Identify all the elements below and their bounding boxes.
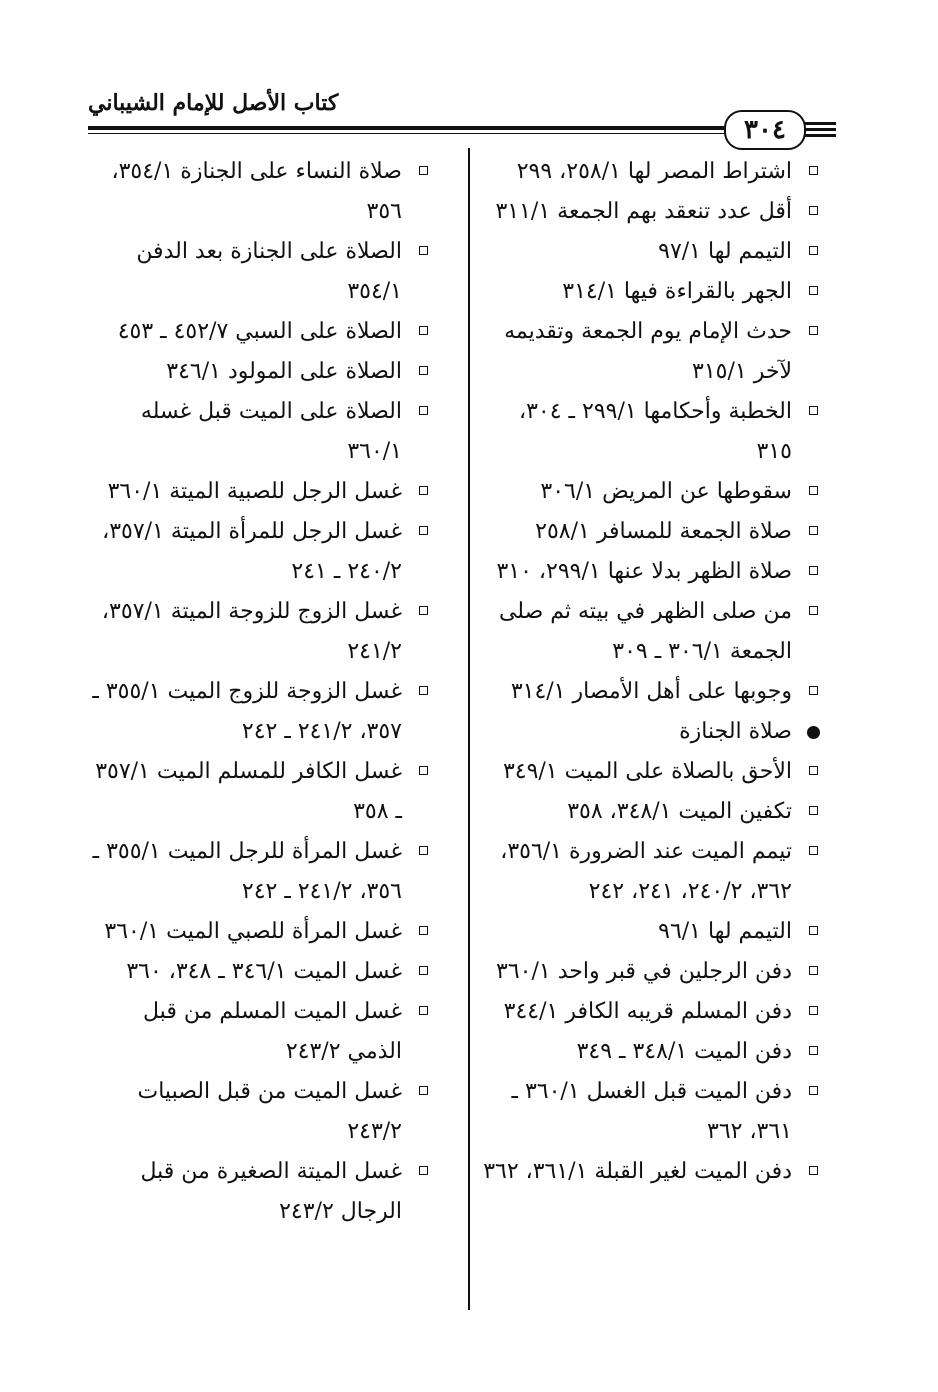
index-entry xyxy=(90,152,430,232)
index-entry xyxy=(480,192,820,232)
entry-text: الصلاة على الميت قبل غسله ٣٦٠/١ xyxy=(140,399,402,464)
index-entry xyxy=(90,912,430,952)
checkbox-square-icon xyxy=(419,1166,428,1175)
entry-text: غسل الميتة الصغيرة من قبل الرجال ٢٤٣/٢ xyxy=(140,1159,402,1224)
checkbox-square-icon xyxy=(419,846,428,855)
checkbox-square-icon xyxy=(419,326,428,335)
entry-text: التيمم لها ٩٧/١ xyxy=(658,239,792,264)
entry-text: غسل المرأة للصبي الميت ٣٦٠/١ xyxy=(104,919,402,944)
column-divider xyxy=(468,148,470,1310)
checkbox-square-icon xyxy=(419,406,428,415)
entry-text: التيمم لها ٩٦/١ xyxy=(658,919,792,944)
bullet-icon xyxy=(807,726,820,739)
header-rule-thin xyxy=(88,133,728,134)
entry-text: دفن الميت قبل الغسل ٣٦٠/١ ـ ٣٦١، ٣٦٢ xyxy=(511,1079,792,1144)
checkbox-square-icon xyxy=(809,1046,818,1055)
entry-text: الخطبة وأحكامها ٢٩٩/١ ـ ٣٠٤، ٣١٥ xyxy=(519,399,792,464)
index-entry xyxy=(90,352,430,392)
entry-text: الصلاة على الجنازة بعد الدفن ٣٥٤/١ xyxy=(136,239,402,304)
entry-text: غسل الرجل للصبية الميتة ٣٦٠/١ xyxy=(107,479,402,504)
entry-text: دفن المسلم قريبه الكافر ٣٤٤/١ xyxy=(503,999,792,1024)
index-entry xyxy=(480,472,820,512)
entry-text: صلاة الجنازة xyxy=(679,719,792,744)
header-ornament-line xyxy=(804,128,836,131)
checkbox-square-icon xyxy=(809,526,818,535)
book-title: كتاب الأصل للإمام الشيباني xyxy=(88,90,339,116)
index-entry xyxy=(480,752,820,792)
index-entry xyxy=(480,832,820,912)
checkbox-square-icon xyxy=(419,1006,428,1015)
index-entry xyxy=(480,912,820,952)
index-entry xyxy=(90,672,430,752)
entry-text: غسل الميت المسلم من قبل الذمي ٢٤٣/٢ xyxy=(143,999,402,1064)
index-entry xyxy=(90,312,430,352)
checkbox-square-icon xyxy=(809,486,818,495)
index-entry xyxy=(480,1072,820,1152)
index-entry xyxy=(90,1152,430,1232)
entry-text: غسل الميت من قبل الصبيات ٢٤٣/٢ xyxy=(137,1079,402,1144)
entry-text: غسل المرأة للرجل الميت ٣٥٥/١ ـ ٣٥٦، ٢٤١/٢ ـ ٢٤٢ xyxy=(92,839,402,904)
checkbox-square-icon xyxy=(419,966,428,975)
index-entry xyxy=(90,472,430,512)
index-entry xyxy=(480,1032,820,1072)
entry-text: غسل الكافر للمسلم الميت ٣٥٧/١ ـ ٣٥٨ xyxy=(95,759,402,824)
entry-text: الصلاة على المولود ٣٤٦/١ xyxy=(166,359,402,384)
index-entry xyxy=(90,232,430,312)
checkbox-square-icon xyxy=(419,606,428,615)
index-column-right xyxy=(480,152,820,1192)
entry-text: أقل عدد تنعقد بهم الجمعة ٣١١/١ xyxy=(495,199,792,224)
entry-text: سقوطها عن المريض ٣٠٦/١ xyxy=(540,479,792,504)
entry-text: تيمم الميت عند الضرورة ٣٥٦/١، ٣٦٢، ٢٤٠/٢، ٢٤١، ٢٤٢ xyxy=(500,839,792,904)
section-heading xyxy=(480,712,820,752)
entry-text: صلاة الجمعة للمسافر ٢٥٨/١ xyxy=(535,519,792,544)
checkbox-square-icon xyxy=(809,686,818,695)
index-entry xyxy=(480,152,820,192)
index-entry xyxy=(480,552,820,592)
checkbox-square-icon xyxy=(809,566,818,575)
index-entry xyxy=(90,392,430,472)
entry-text: غسل الزوجة للزوج الميت ٣٥٥/١ ـ ٣٥٧، ٢٤١/٢ ـ ٢٤٢ xyxy=(92,679,402,744)
index-entry xyxy=(480,312,820,392)
checkbox-square-icon xyxy=(419,1086,428,1095)
checkbox-square-icon xyxy=(809,926,818,935)
checkbox-square-icon xyxy=(809,286,818,295)
index-entry xyxy=(90,592,430,672)
index-entry xyxy=(90,752,430,832)
header-rule-thick xyxy=(88,126,728,130)
entry-text: غسل الزوج للزوجة الميتة ٣٥٧/١، ٢٤١/٢ xyxy=(101,599,402,664)
checkbox-square-icon xyxy=(809,966,818,975)
checkbox-square-icon xyxy=(809,406,818,415)
index-entry xyxy=(480,792,820,832)
checkbox-square-icon xyxy=(809,246,818,255)
checkbox-square-icon xyxy=(809,1166,818,1175)
checkbox-square-icon xyxy=(809,1086,818,1095)
entry-text: الجهر بالقراءة فيها ٣١٤/١ xyxy=(562,279,792,304)
checkbox-square-icon xyxy=(419,246,428,255)
index-entry xyxy=(480,272,820,312)
entry-text: دفن الرجلين في قبر واحد ٣٦٠/١ xyxy=(496,959,792,984)
entry-text: حدث الإمام يوم الجمعة وتقديمه لآخر ٣١٥/١ xyxy=(504,319,792,384)
checkbox-square-icon xyxy=(419,166,428,175)
entry-text: اشتراط المصر لها ٢٥٨/١، ٢٩٩ xyxy=(516,159,792,184)
index-entry xyxy=(480,672,820,712)
index-entry xyxy=(480,592,820,672)
checkbox-square-icon xyxy=(809,1006,818,1015)
entry-text: دفن الميت لغير القبلة ٣٦١/١، ٣٦٢ xyxy=(483,1159,792,1184)
header-ornament-line xyxy=(804,122,836,125)
entry-text: الصلاة على السبي ٤٥٢/٧ ـ ٤٥٣ xyxy=(117,319,402,344)
index-entry xyxy=(480,232,820,272)
checkbox-square-icon xyxy=(809,766,818,775)
checkbox-square-icon xyxy=(809,806,818,815)
index-entry xyxy=(90,832,430,912)
index-entry xyxy=(90,512,430,592)
checkbox-square-icon xyxy=(419,926,428,935)
index-entry xyxy=(90,1072,430,1152)
entry-text: تكفين الميت ٣٤٨/١، ٣٥٨ xyxy=(567,799,792,824)
index-entry xyxy=(480,1152,820,1192)
checkbox-square-icon xyxy=(809,166,818,175)
page-number: ٣٠٤ xyxy=(724,110,806,150)
entry-text: غسل الرجل للمرأة الميتة ٣٥٧/١، ٢٤٠/٢ ـ ٢٤١ xyxy=(102,519,402,584)
index-entry xyxy=(480,952,820,992)
index-entry xyxy=(90,952,430,992)
checkbox-square-icon xyxy=(809,606,818,615)
index-entry xyxy=(480,392,820,472)
checkbox-square-icon xyxy=(809,206,818,215)
entry-text: من صلى الظهر في بيته ثم صلى الجمعة ٣٠٦/١ ـ ٣٠٩ xyxy=(498,599,792,664)
checkbox-square-icon xyxy=(419,766,428,775)
checkbox-square-icon xyxy=(419,686,428,695)
entry-text: الأحق بالصلاة على الميت ٣٤٩/١ xyxy=(502,759,792,784)
index-entry xyxy=(480,992,820,1032)
header-ornament-line xyxy=(804,134,836,137)
checkbox-square-icon xyxy=(419,366,428,375)
checkbox-square-icon xyxy=(809,846,818,855)
entry-text: صلاة الظهر بدلا عنها ٢٩٩/١، ٣١٠ xyxy=(496,559,792,584)
page-header xyxy=(88,84,836,148)
entry-text: دفن الميت ٣٤٨/١ ـ ٣٤٩ xyxy=(576,1039,792,1064)
entry-text: وجوبها على أهل الأمصار ٣١٤/١ xyxy=(510,679,792,704)
entry-text: غسل الميت ٣٤٦/١ ـ ٣٤٨، ٣٦٠ xyxy=(126,959,402,984)
checkbox-square-icon xyxy=(419,486,428,495)
index-entry xyxy=(90,992,430,1072)
checkbox-square-icon xyxy=(809,326,818,335)
index-column-left xyxy=(90,152,430,1232)
checkbox-square-icon xyxy=(419,526,428,535)
index-entry xyxy=(480,512,820,552)
entry-text: صلاة النساء على الجنازة ٣٥٤/١، ٣٥٦ xyxy=(111,159,402,224)
